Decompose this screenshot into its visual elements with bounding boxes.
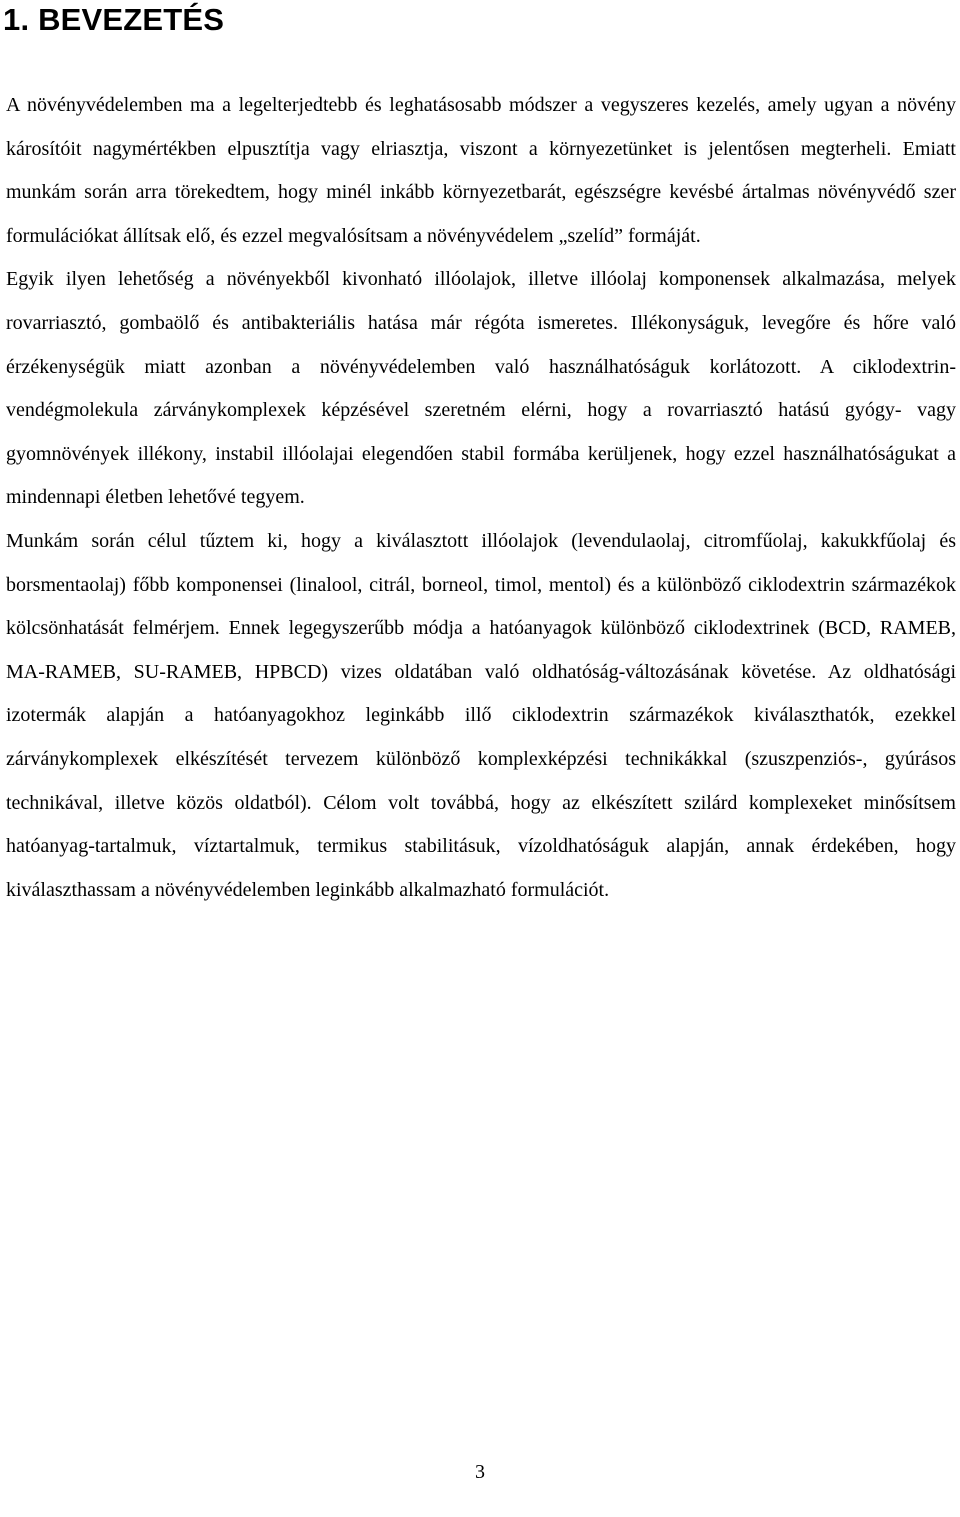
body-text <box>6 84 956 912</box>
paragraph-3: Munkám során célul tűztem ki, hogy a kiválasztott illóolajok (levendulaolaj, citromfűolaj, kakukkfűolaj és borsmentaolaj) főbb komponensei (linalool, citrál, borneol, timol, mentol) és a különböző ciklodextrin származékok kölcsönhatását felmérjem. Ennek legegyszerűbb módja a hatóanyagok különböző ciklodextrinek (BCD, RAMEB, MA-RAMEB, SU-RAMEB, HPBCD) vizes oldatában való oldhatóság-változásának követése. Az oldhatósági izotermák alapján a hatóanyagokhoz leginkább illő ciklodextrin származékok kiválaszthatók, ezekkel zárványkomplexek elkészítését tervezem különböző komplexképzési technikákkal (szuszpenziós-, gyúrásos technikával, illetve közös oldatból). Célom volt továbbá, hogy az elkészített szilárd komplexeket minősítsem hatóanyag-tartalmuk, víztartalmuk, termikus stabilitásuk, vízoldhatóságuk alapján, annak érdekében, hogy kiválaszthassam a növényvédelemben leginkább alkalmazható formulációt. <box>6 529 956 901</box>
section-heading: 1. BEVEZETÉS <box>3 2 225 37</box>
page-number: 3 <box>475 1461 485 1483</box>
paragraph-2: Egyik ilyen lehetőség a növényekből kivonható illóolajok, illetve illóolaj komponensek alkalmazása, melyek rovarriasztó, gombaölő és antibakteriális hatása már régóta ismeretes. Illékonyságuk, levegőre és hőre való érzékenységük miatt azonban a növényvédelemben való használhatóságuk korlátozott. A ciklodextrin-vendégmolekula zárványkomplexek képzésével szeretném elérni, hogy a rovarriasztó hatású gyógy- vagy gyomnövények illékony, instabil illóolajai elegendően stabil formába kerüljenek, hogy ezzel használhatóságukat a mindennapi életben lehetővé tegyem. <box>6 268 956 509</box>
paragraph-1: A növényvédelemben ma a legelterjedtebb és leghatásosabb módszer a vegyszeres kezelés, amely ugyan a növény károsítóit nagymértékben elpusztítja vagy elriasztja, viszont a környezetünket is jelentősen megterheli. Emiatt munkám során arra törekedtem, hogy minél inkább környezetbarát, egészségre kevésbé ártalmas növényvédő szer formulációkat állítsak elő, és ezzel megvalósítsam a növényvédelem „szelíd” formáját. <box>6 94 956 247</box>
